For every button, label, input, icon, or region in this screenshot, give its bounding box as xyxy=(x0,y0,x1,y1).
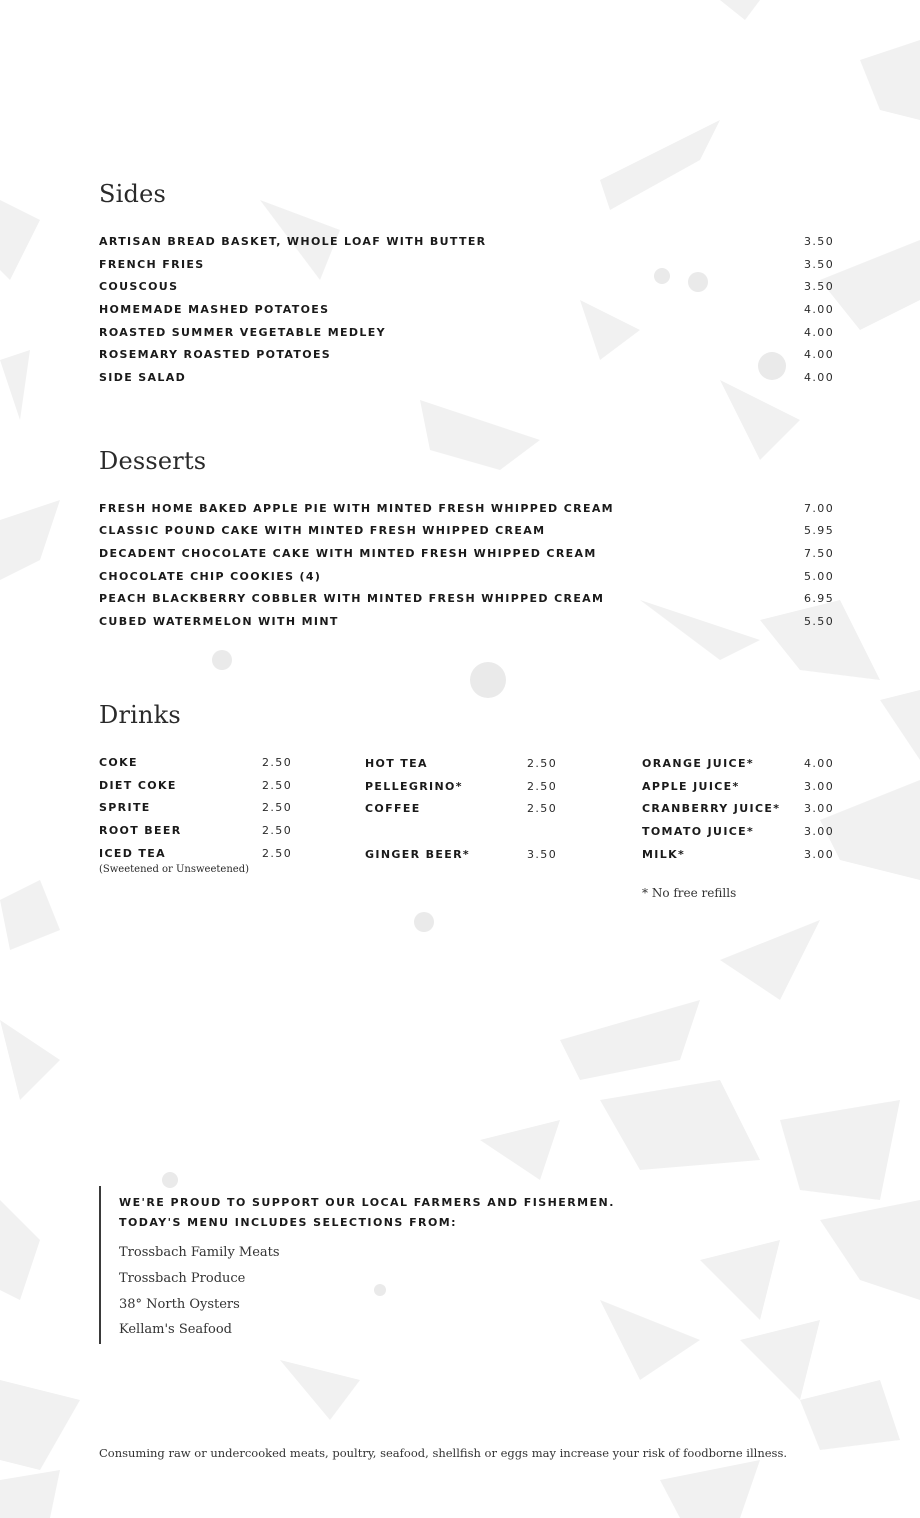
item-price: 2.50 xyxy=(262,779,293,792)
item-price: 5.00 xyxy=(804,570,835,583)
item-name: FRENCH FRIES xyxy=(99,258,205,271)
item-price: 3.50 xyxy=(527,848,558,861)
item-price: 5.50 xyxy=(804,615,835,628)
drinks-title: Drinks xyxy=(99,701,181,729)
item-price: 3.50 xyxy=(804,280,835,293)
item-price: 2.50 xyxy=(527,802,558,815)
item-price: 2.50 xyxy=(527,780,558,793)
item-name: DIET COKE xyxy=(99,779,177,792)
item-price: 7.50 xyxy=(804,547,835,560)
sides-title: Sides xyxy=(99,180,166,208)
item-name: DECADENT CHOCOLATE CAKE WITH MINTED FRESH WHIPPED CREAM xyxy=(99,547,597,560)
item-name: ORANGE JUICE* xyxy=(642,757,754,770)
item-price: 4.00 xyxy=(804,371,835,384)
item-price: 3.00 xyxy=(804,780,835,793)
item-name: CUBED WATERMELON WITH MINT xyxy=(99,615,339,628)
item-name: HOMEMADE MASHED POTATOES xyxy=(99,303,330,316)
item-name: ICED TEA xyxy=(99,847,166,860)
refills-footnote: * No free refills xyxy=(642,886,737,900)
item-name: COUSCOUS xyxy=(99,280,179,293)
item-price: 2.50 xyxy=(262,801,293,814)
item-name: PELLEGRINO* xyxy=(365,780,463,793)
item-price: 2.50 xyxy=(527,757,558,770)
item-price: 3.00 xyxy=(804,825,835,838)
support-heading-line2: TODAY'S MENU INCLUDES SELECTIONS FROM: xyxy=(119,1216,457,1229)
item-name: PEACH BLACKBERRY COBBLER WITH MINTED FRESH WHIPPED CREAM xyxy=(99,592,605,605)
item-name: MILK* xyxy=(642,848,686,861)
item-name: HOT TEA xyxy=(365,757,428,770)
food-safety-disclaimer: Consuming raw or undercooked meats, poultry, seafood, shellfish or eggs may increase your risk of foodborne illness. xyxy=(99,1446,788,1460)
vendor-item: 38° North Oysters xyxy=(119,1297,240,1312)
item-price: 3.50 xyxy=(804,258,835,271)
support-heading-line1: WE'RE PROUD TO SUPPORT OUR LOCAL FARMERS AND FISHERMEN. xyxy=(119,1196,615,1209)
support-divider xyxy=(99,1186,101,1344)
item-name: FRESH HOME BAKED APPLE PIE WITH MINTED FRESH WHIPPED CREAM xyxy=(99,502,614,515)
item-price: 6.95 xyxy=(804,592,835,605)
item-price: 3.50 xyxy=(804,235,835,248)
item-price: 3.00 xyxy=(804,802,835,815)
item-price: 4.00 xyxy=(804,757,835,770)
item-price: 2.50 xyxy=(262,847,293,860)
item-price: 5.95 xyxy=(804,524,835,537)
vendor-item: Kellam's Seafood xyxy=(119,1322,232,1337)
item-price: 4.00 xyxy=(804,348,835,361)
item-name: SPRITE xyxy=(99,801,151,814)
item-price: 3.00 xyxy=(804,848,835,861)
item-name: COFFEE xyxy=(365,802,421,815)
item-name: CRANBERRY JUICE* xyxy=(642,802,781,815)
item-name: ROASTED SUMMER VEGETABLE MEDLEY xyxy=(99,326,386,339)
item-name: ROSEMARY ROASTED POTATOES xyxy=(99,348,332,361)
item-name: CLASSIC POUND CAKE WITH MINTED FRESH WHIPPED CREAM xyxy=(99,524,546,537)
item-name: SIDE SALAD xyxy=(99,371,187,384)
item-price: 4.00 xyxy=(804,303,835,316)
item-name: GINGER BEER* xyxy=(365,848,471,861)
item-name: APPLE JUICE* xyxy=(642,780,740,793)
item-name: TOMATO JUICE* xyxy=(642,825,755,838)
item-price: 4.00 xyxy=(804,326,835,339)
item-price: 2.50 xyxy=(262,824,293,837)
vendor-item: Trossbach Produce xyxy=(119,1271,246,1286)
desserts-title: Desserts xyxy=(99,447,207,475)
item-note: (Sweetened or Unsweetened) xyxy=(99,864,249,875)
item-name: ROOT BEER xyxy=(99,824,182,837)
vendor-item: Trossbach Family Meats xyxy=(119,1245,280,1260)
item-price: 7.00 xyxy=(804,502,835,515)
item-price: 2.50 xyxy=(262,756,293,769)
item-name: COKE xyxy=(99,756,138,769)
item-name: ARTISAN BREAD BASKET, WHOLE LOAF WITH BUTTER xyxy=(99,235,487,248)
item-name: CHOCOLATE CHIP COOKIES (4) xyxy=(99,570,322,583)
